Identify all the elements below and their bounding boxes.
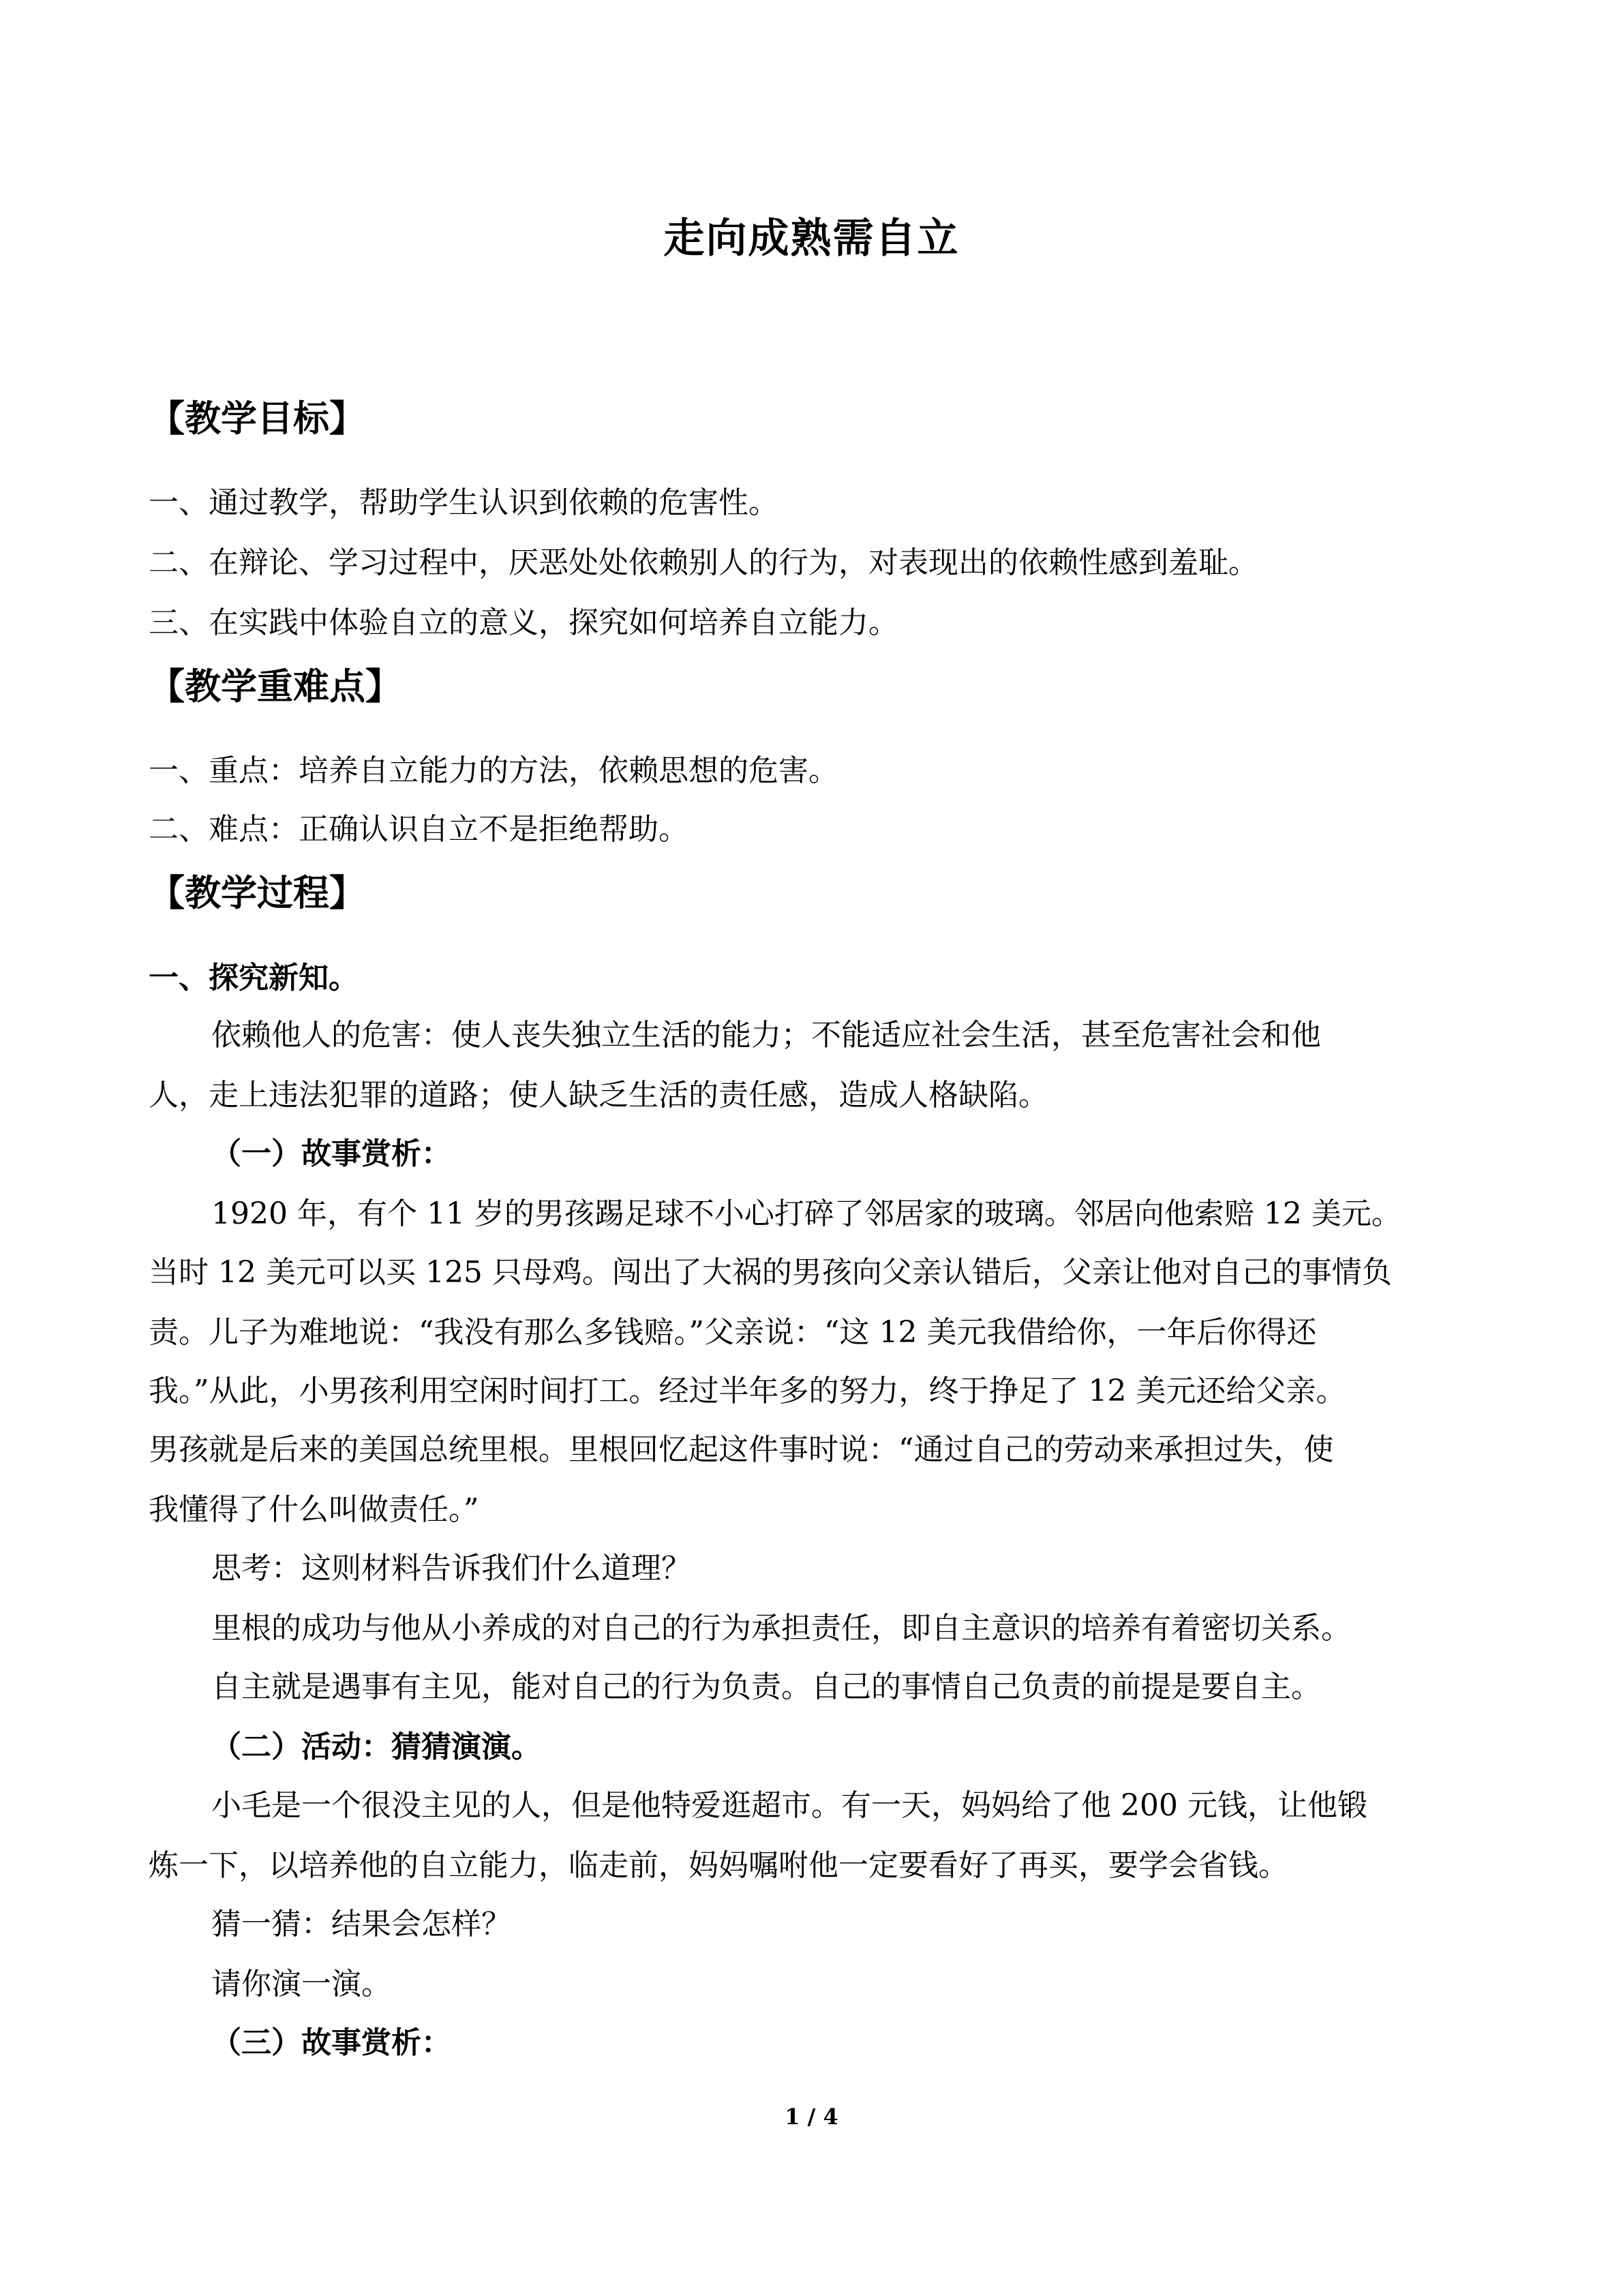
key-point-item: 二、难点：正确认识自立不是拒绝帮助。 [149, 812, 688, 847]
paragraph-line: 我。”从此，小男孩利用空闲时间打工。经过半年多的努力，终于挣足了 12 美元还给父亲。 [149, 1374, 1346, 1408]
goal-item: 一、通过教学，帮助学生认识到依赖的危害性。 [149, 485, 778, 520]
answer-line: 里根的成功与他从小养成的对自己的行为承担责任，即自主意识的培养有着密切关系。 [211, 1611, 1351, 1646]
paragraph-line: 1920 年，有个 11 岁的男孩踢足球不小心打碎了邻居家的玻璃。邻居向他索赔 12 美元。 [211, 1196, 1401, 1231]
page-number: 1 / 4 [785, 2104, 838, 2130]
section-heading-goals: 【教学目标】 [149, 397, 365, 440]
prompt-line: 请你演一演。 [211, 1967, 391, 2002]
prompt-line: 猜一猜：结果会怎样？ [211, 1907, 511, 1942]
story1-heading: （一）故事赏析： [211, 1136, 451, 1171]
paragraph-line: 男孩就是后来的美国总统里根。里根回忆起这件事时说：“通过自己的劳动来承担过失，使 [149, 1432, 1334, 1467]
goal-item: 三、在实践中体验自立的意义，探究如何培养自立能力。 [149, 605, 898, 640]
paragraph-line: 我懂得了什么叫做责任。” [149, 1492, 479, 1527]
activity-heading: （二）活动：猜猜演演。 [211, 1729, 541, 1764]
goal-item: 二、在辩论、学习过程中，厌恶处处依赖别人的行为，对表现出的依赖性感到羞耻。 [149, 545, 1258, 580]
story3-heading: （三）故事赏析： [211, 2025, 451, 2060]
paragraph-line: 炼一下，以培养他的自立能力，临走前，妈妈嘱咐他一定要看好了再买，要学会省钱。 [149, 1848, 1288, 1883]
process-subheading: 一、探究新知。 [149, 961, 359, 995]
section-heading-process: 【教学过程】 [149, 872, 365, 914]
paragraph-line: 小毛是一个很没主见的人，但是他特爱逛超市。有一天，妈妈给了他 200 元钱，让他锻 [211, 1788, 1367, 1823]
key-point-item: 一、重点：培养自立能力的方法，依赖思想的危害。 [149, 753, 838, 788]
answer-line: 自主就是遇事有主见，能对自己的行为负责。自己的事情自己负责的前提是要自主。 [211, 1670, 1321, 1704]
paragraph-line: 当时 12 美元可以买 125 只母鸡。闯出了大祸的男孩向父亲认错后，父亲让他对自己的事情负 [149, 1255, 1392, 1290]
question-line: 思考：这则材料告诉我们什么道理？ [211, 1551, 691, 1586]
section-heading-key-points: 【教学重难点】 [149, 665, 401, 708]
paragraph-line: 依赖他人的危害：使人丧失独立生活的能力；不能适应社会生活，甚至危害社会和他 [211, 1018, 1321, 1053]
paragraph-line: 责。儿子为难地说：“我没有那么多钱赔。”父亲说：“这 12 美元我借给你，一年后你得还 [149, 1315, 1317, 1350]
document-title: 走向成熟需自立 [663, 215, 960, 262]
paragraph-line: 人，走上违法犯罪的道路；使人缺乏生活的责任感，造成人格缺陷。 [149, 1078, 1048, 1113]
